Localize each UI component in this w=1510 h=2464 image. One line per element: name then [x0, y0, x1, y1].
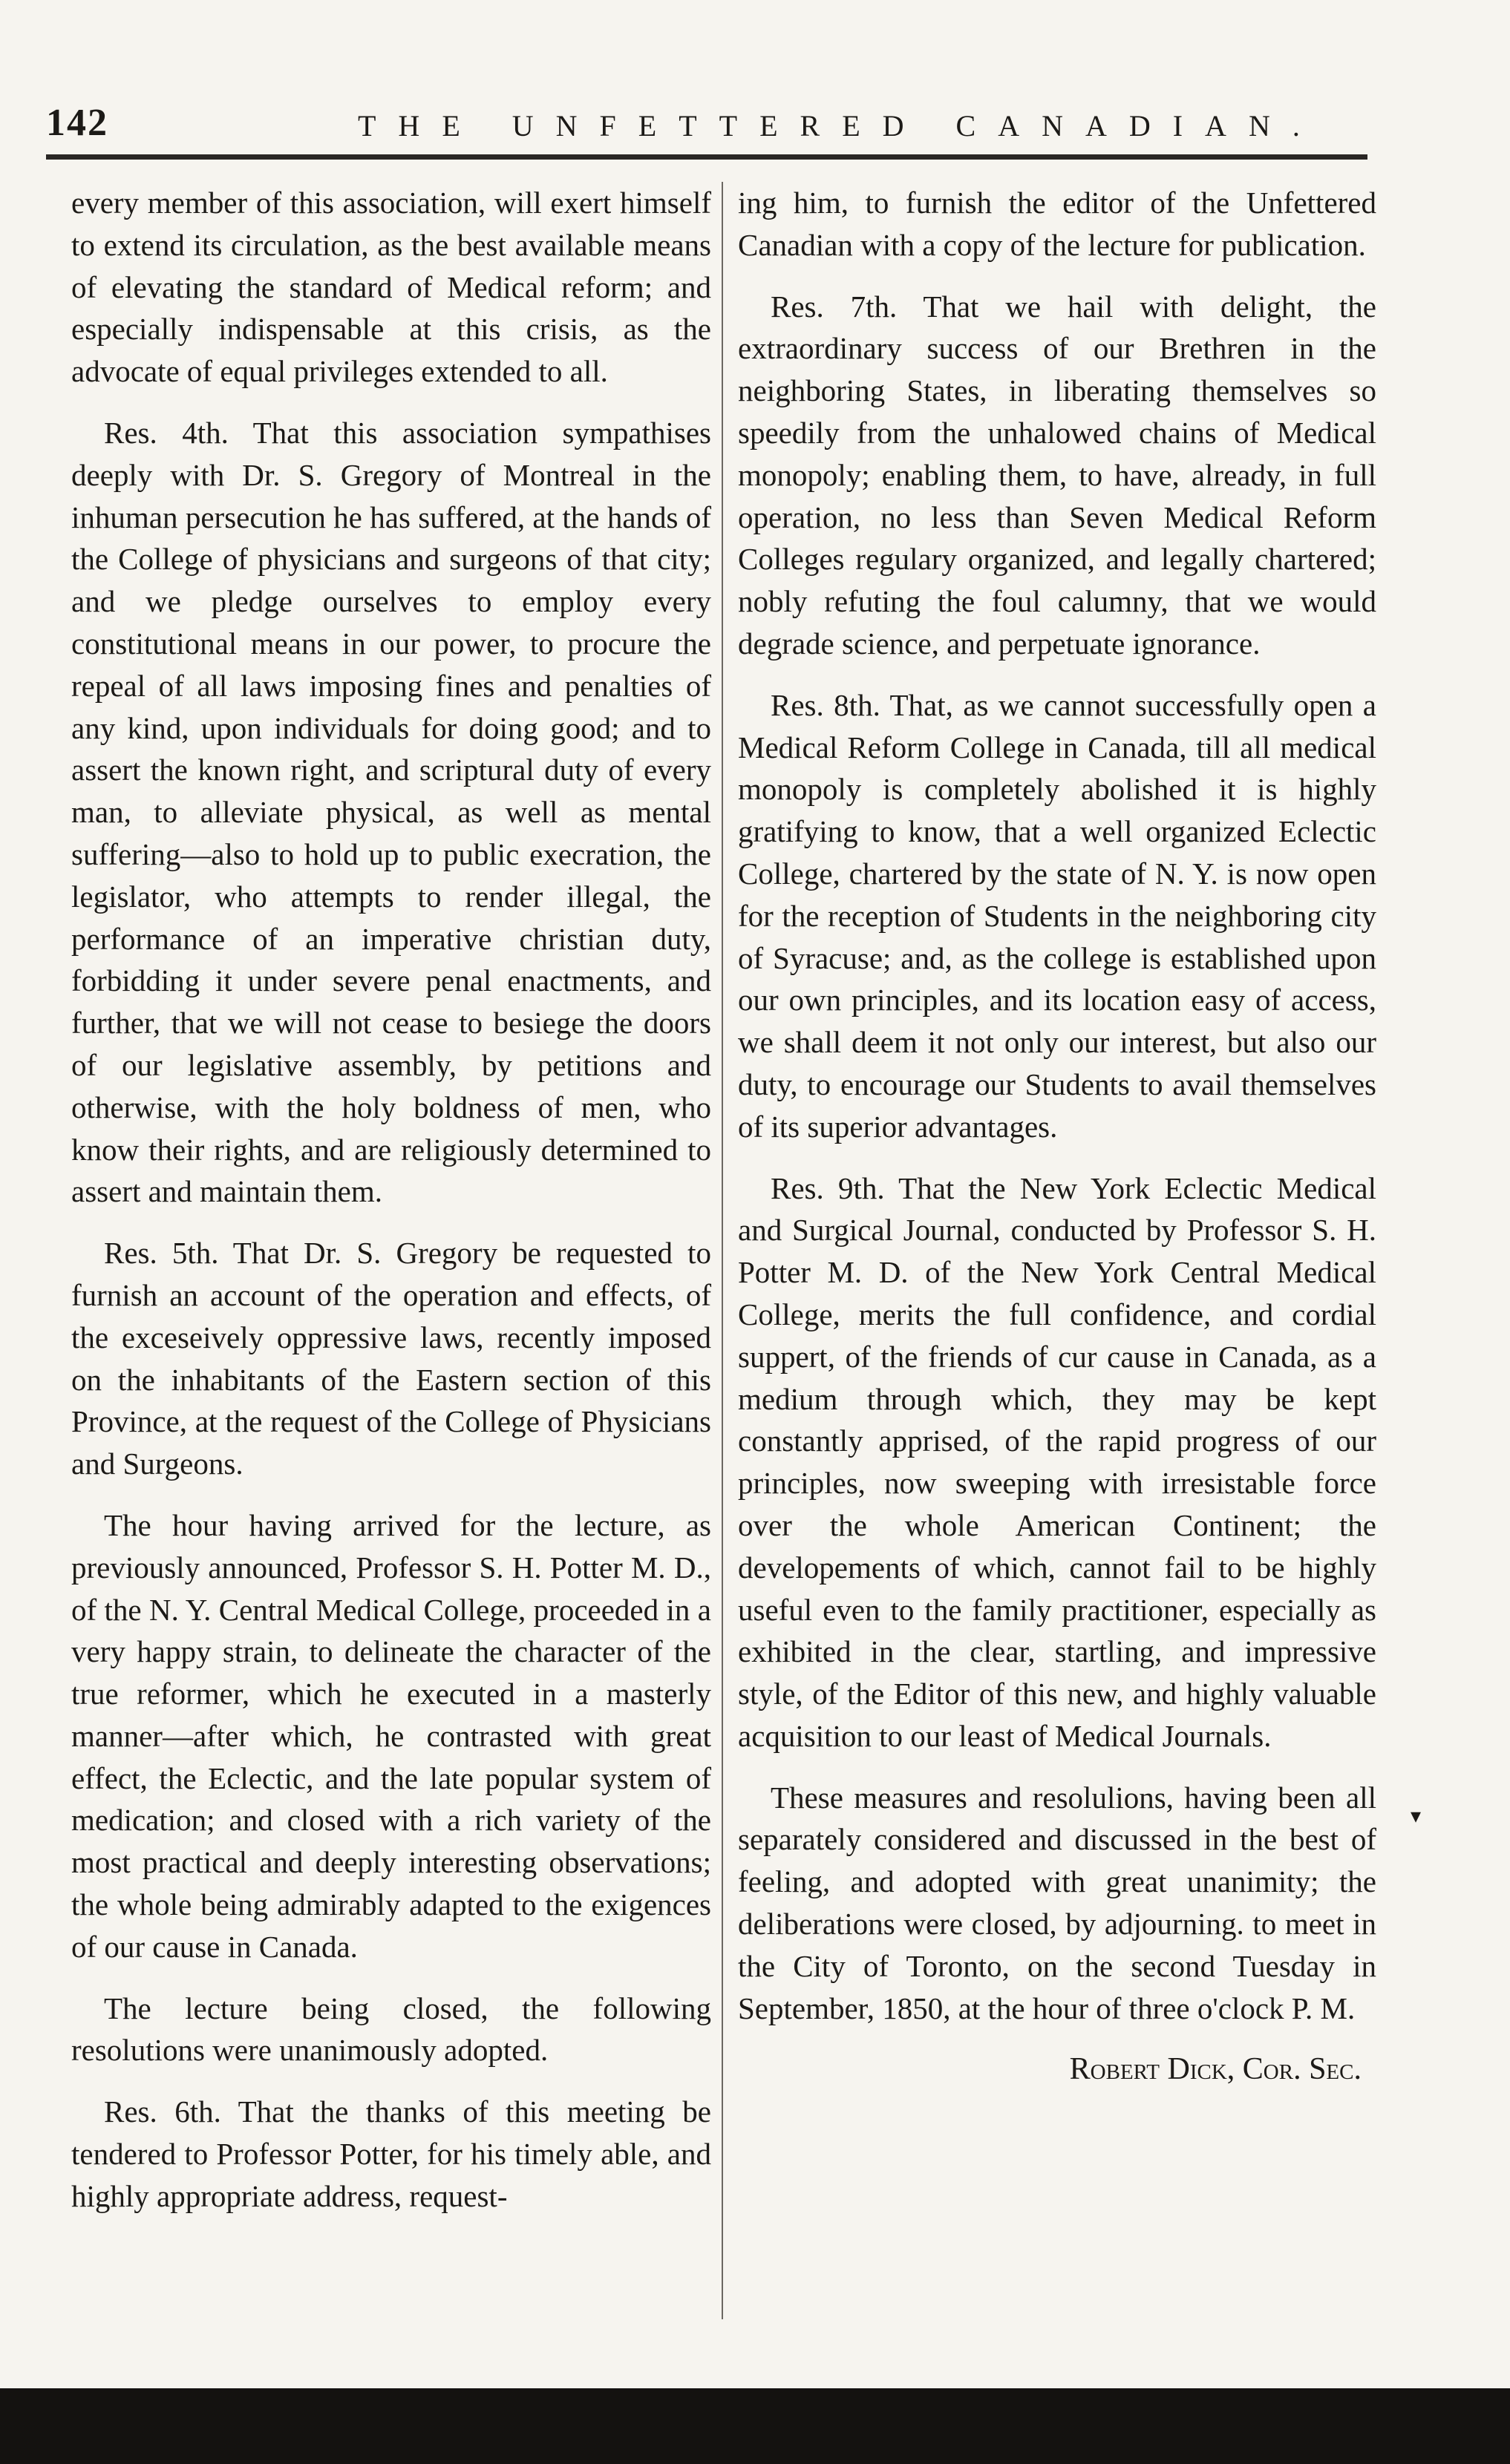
- lecture-paragraph: The hour having arrived for the lecture, as previously announced, Professor S. H. Potter M. D., of the N. Y. Central Medical College, proceeded in a very happy strain, to delineate the character of the true reformer, which he executed in a masterly manner—after which, he contrasted with great effect, the Eclectic, and the late popular system of medication; and closed with a rich variety of the most practical and deeply interesting observations; the whole being admirably adapted to the exigences of our cause in Canada.: [71, 1507, 711, 1964]
- left-column: [71, 182, 711, 2334]
- resolution-7: Res. 7th. That we hail with delight, the extraordinary success of our Brethren in the neighboring States, in liberating themselves so speedily from the unhalowed chains of Medical monopoly; enabling them, to have, already, in full operation, no less than Seven Medical Reform Colleges regulary organized, and legally chartered; nobly refuting the foul calumny, that we would degrade science, and perpetuate ignorance.: [738, 289, 1376, 661]
- running-title: THE UNFETTERED CANADIAN.: [358, 109, 1322, 142]
- right-paragraph-1: ing him, to furnish the editor of the Unfettered Canadian with a copy of the lecture for publication.: [738, 186, 1376, 262]
- page-number: 142: [46, 102, 108, 144]
- right-column: [738, 182, 1376, 2334]
- resolution-5: Res. 5th. That Dr. S. Gregory be requested to furnish an account of the operation and effects, of the exceseively oppressive laws, recently imposed on the inhabitants of the Eastern section of this Province, at the request of the College of Physicians and Surgeons.: [71, 1236, 711, 1481]
- closing-paragraph: These measures and resolulions, having been all separately considered and discussed in the best of feeling, and adopted with great unanimity; the deliberations were closed, by adjourning. to meet in the City of Toronto, on the second Tuesday in September, 1850, at the hour of three o'clock P. M.: [738, 1780, 1376, 2025]
- signature: Robert Dick, Cor. Sec.: [1069, 2052, 1362, 2087]
- column-divider: [722, 182, 723, 2319]
- resolution-9: Res. 9th. That the New York Eclectic Medical and Surgical Journal, conducted by Professor S. H. Potter M. D. of the New York Central Medical College, merits the full confidence, and cordial suppert, of the friends of cur cause in Canada, as a medium through which, they may be kept constantly apprised, of the rapid progress of our principles, now sweeping with irresistable force over the whole American Continent; the developements of which, cannot fail to be highly useful even to the family practitioner, especially as exhibited in the clear, startling, and impressive style, of the Editor of this new, and highly valuable acquisition to our least of Medical Journals.: [738, 1170, 1376, 1753]
- header-rule: [46, 154, 1367, 160]
- lecture-closed-paragraph: The lecture being closed, the following resolutions were unanimously adopted.: [71, 1990, 711, 2068]
- page-header: [46, 95, 1367, 154]
- resolution-4: Res. 4th. That this association sympathises deeply with Dr. S. Gregory of Montreal in the inhuman persecution he has suffered, at the hands of the College of physicians and surgeons of that city; and we pledge ourselves to employ every constitutional means in our power, to procure the repeal of all laws imposing fines and penalties of any kind, upon individuals for doing good; and to assert the known right, and scriptural duty of every man, to alleviate physical, as well as mental suffering—also to hold up to public execration, the legislator, who attempts to render illegal, the performance of an imperative christian duty, forbidding it under severe penal enactments, and further, that we will not cease to besiege the doors of our legislative assembly, by petitions and otherwise, with the holy boldness of men, who know their rights, and are religiously determined to assert and maintain them.: [71, 415, 711, 1209]
- margin-mark: ▾: [1411, 1805, 1422, 1828]
- resolution-6: Res. 6th. That the thanks of this meeting be tendered to Professor Potter, for his timely able, and highly appropriate address, request-: [71, 2094, 711, 2213]
- resolution-8: Res. 8th. That, as we cannot successfully open a Medical Reform College in Canada, till all medical monopoly is completely abolished it is highly gratifying to know, that a well organized Eclectic College, chartered by the state of N. Y. is now open for the reception of Students in the neighboring city of Syracuse; and, as the college is established upon our own principles, and its location easy of access, we shall deem it not only our interest, but also our duty, to encourage our Students to avail themselves of its superior advantages.: [738, 687, 1376, 1144]
- scan-bottom-band: [0, 2388, 1510, 2464]
- left-paragraph-1: every member of this association, will exert himself to extend its circulation, as the best available means of elevating the standard of Medical reform; and especially indispensable at this crisis, as the advocate of equal privileges extended to all.: [71, 186, 711, 389]
